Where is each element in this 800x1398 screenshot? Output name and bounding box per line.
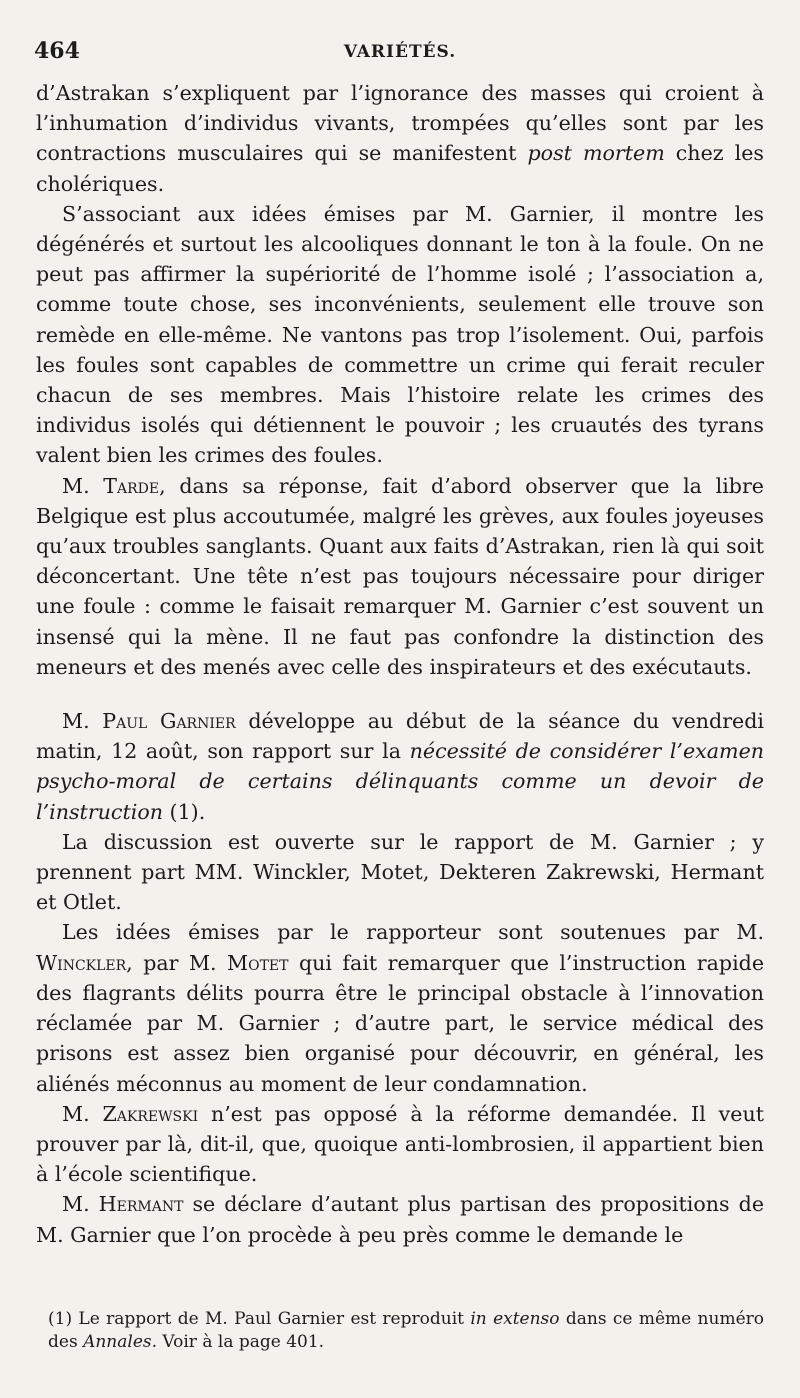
page-number: 464 [34,38,80,64]
paragraph-2: S’associant aux idées émises par M. Garnier, il montre les dégénérés et surtout les alcooliques donnant le ton à la foule. On ne peut pas affirmer la supériorité de l’homme isolé ; l’association a, comme toute chose, ses inconvénients, seulement elle trouve son remède en elle-même. Ne vantons pas trop l’isolement. Oui, parfois les foules sont capables de commettre un crime qui ferait reculer chacun de ses membres. Mais l’histoire relate les crimes des individus isolés qui détiennent le pouvoir ; les cruautés des tyrans valent bien les crimes des foules. [36,201,764,468]
body-text [36,78,764,1250]
paragraph-4: M. Paul Garnier développe au début de la séance du vendredi matin, 12 août, son rapport sur la nécessité de considérer l’examen psycho-moral de certains délinquants comme un devoir de l’instruction (1). [36,709,765,824]
running-title: VARIÉTÉS. [343,42,457,62]
paragraph-8: M. Hermant se déclare d’autant plus partisan des propositions de M. Garnier que l’on procède à peu près comme le demande le [36,1192,765,1247]
paragraph-3: M. Tarde, dans sa réponse, fait d’abord observer que la libre Belgique est plus accoutumée, malgré les grèves, aux foules joyeuses qu’aux troubles sanglants. Quant aux faits d’Astrakan, rien là qui soit déconcertant. Une tête n’est pas toujours nécessaire pour diriger une foule : comme le faisait remarquer M. Garnier c’est souvent un insensé qui la mène. Il ne faut pas confondre la distinction des meneurs et des menés avec celle des inspirateurs et des exécutauts. [36,473,764,679]
paragraph-5: La discussion est ouverte sur le rapport de M. Garnier ; y prennent part MM. Winckler, Motet, Dekteren Zakrewski, Hermant et Otlet. [36,829,764,915]
paragraph-7: M. Zakrewski n’est pas opposé à la réforme demandée. Il veut prouver par là, dit-il, que, quoique anti-lombrosien, il appartient bien à l’école scientifique. [36,1101,764,1187]
footnote: (1) Le rapport de M. Paul Garnier est reproduit in extenso dans ce même numéro des Annales. Voir à la page 401. [48,1309,764,1352]
paragraph-1: d’Astrakan s’expliquent par l’ignorance des masses qui croient à l’inhumation d’individus vivants, trompées qu’elles sont par les contractions musculaires qui se manifestent post mortem chez les cholériques. [36,81,764,196]
paragraph-6: Les idées émises par le rapporteur sont soutenues par M. Winckler, par M. Motet qui fait remarquer que l’instruction rapide des flagrants délits pourra être le principal obstacle à l’innovation réclamée par M. Garnier ; d’autre part, le service médical des prisons est assez bien organisé pour découvrir, en général, les aliénés méconnus au moment de leur condamnation. [36,920,765,1096]
page-header [34,38,766,68]
